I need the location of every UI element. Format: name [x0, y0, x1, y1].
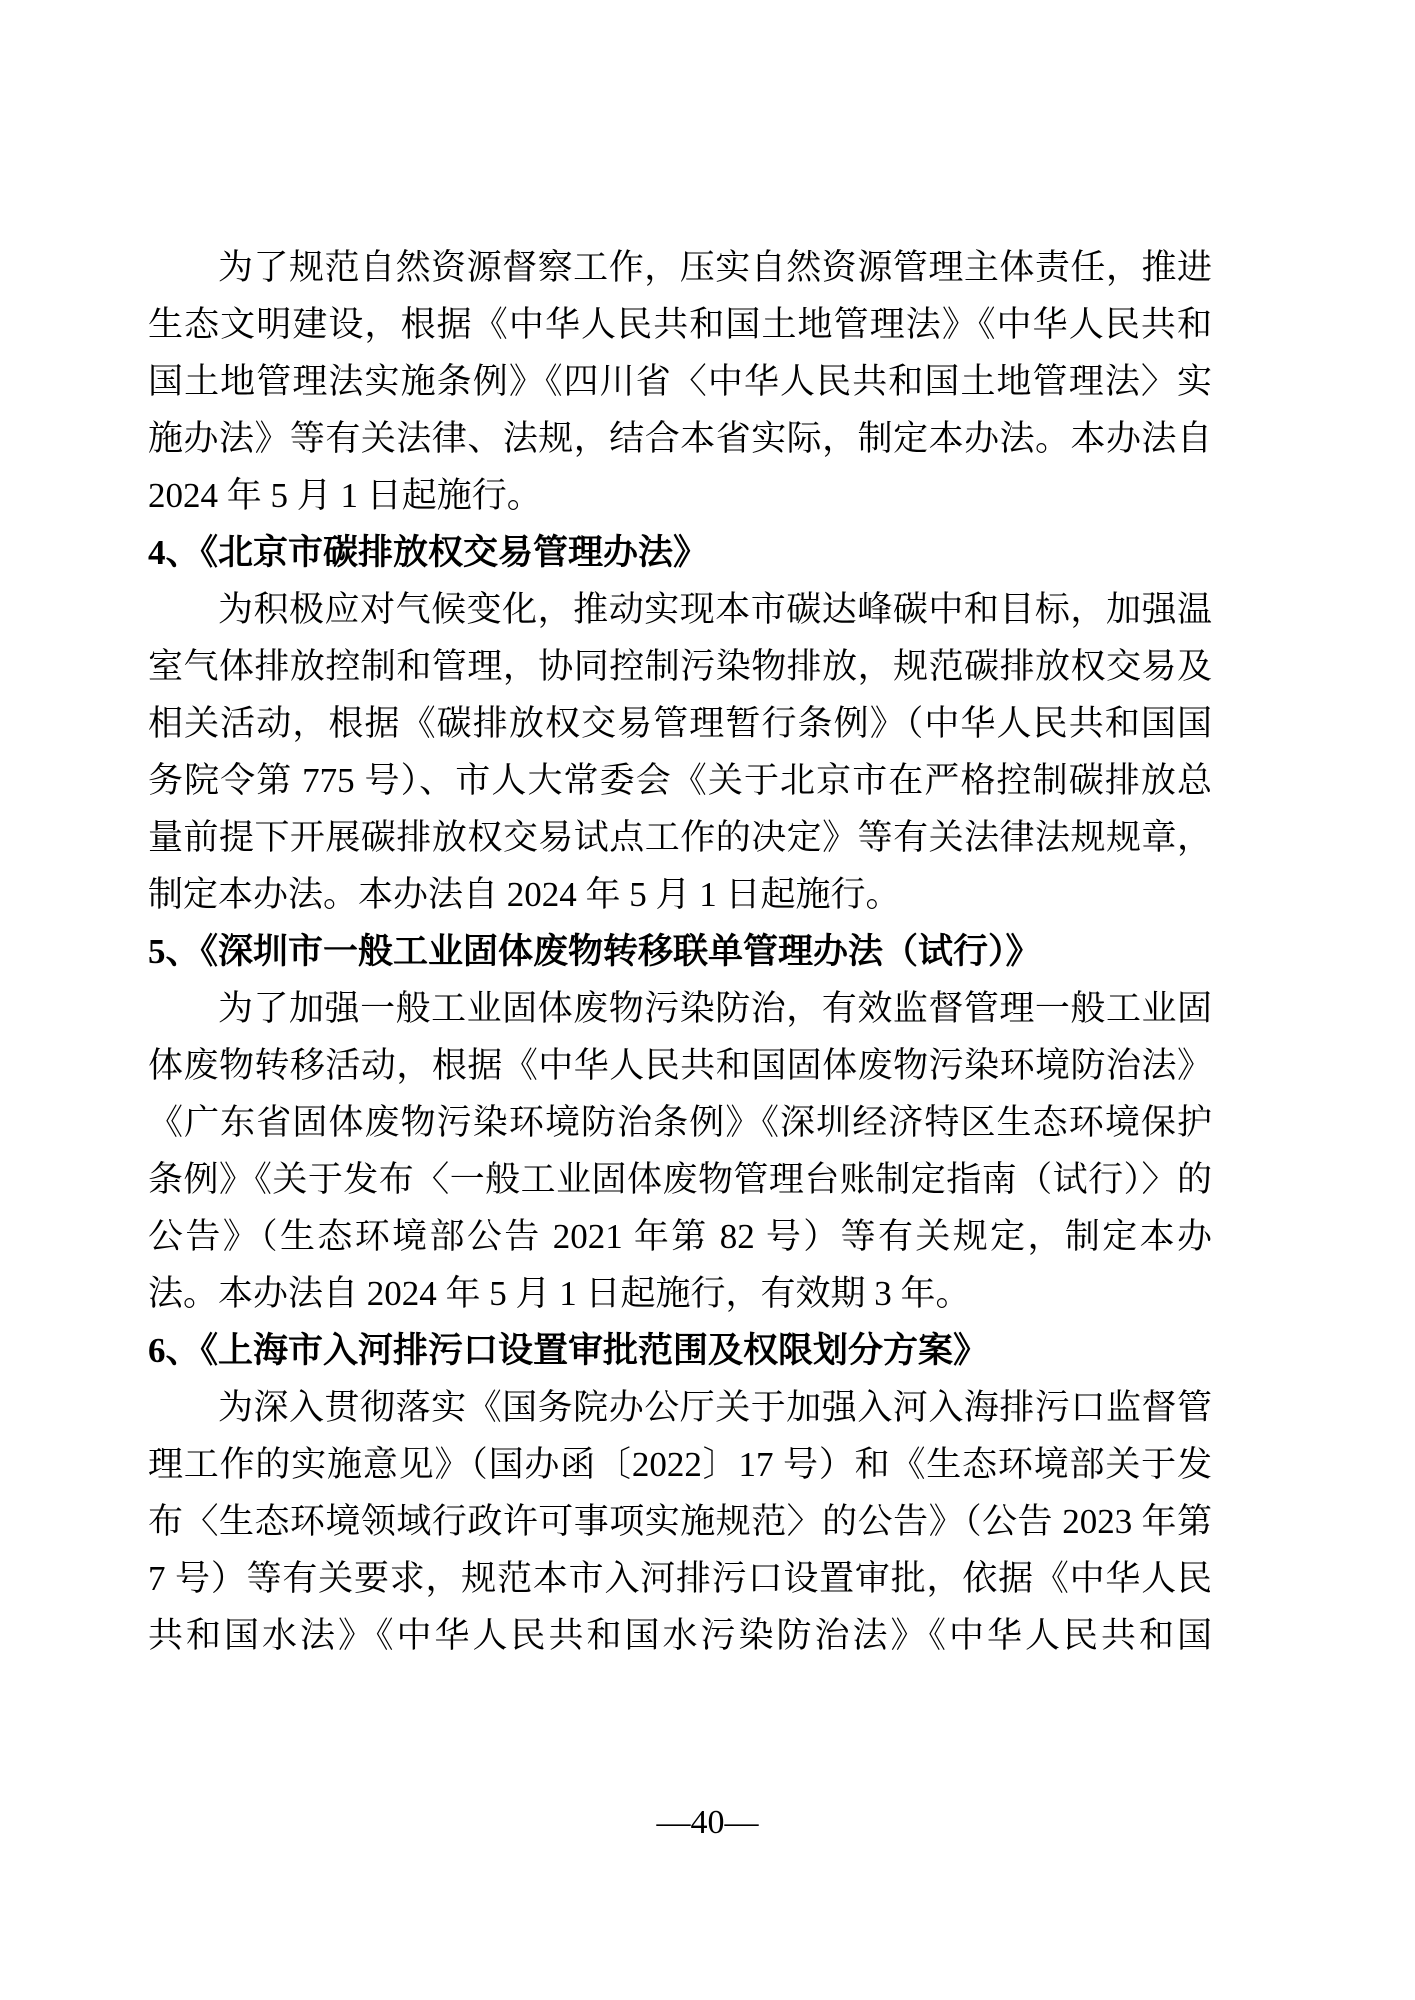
heading-item-5-shenzhen-solid-waste: 5、《深圳市一般工业固体废物转移联单管理办法（试行）》	[148, 932, 1041, 971]
page-number: —40—	[656, 1804, 759, 1841]
paragraph-regulation-3-continuation: 为了规范自然资源督察工作，压实自然资源管理主体责任，推进生态文明建设，根据《中华人民共和国土地管理法》《中华人民共和国土地管理法实施条例》《四川省〈中华人民共和国土地管理法〉实施办法》等有关法律、法规，结合本省实际，制定本办法。本办法自 2024 年 5 月 1 日起施行。	[148, 248, 1212, 515]
paragraph-regulation-6-body: 为深入贯彻落实《国务院办公厅关于加强入河入海排污口监督管理工作的实施意见》（国办函〔2022〕17 号）和《生态环境部关于发布〈生态环境领域行政许可事项实施规范〉的公告》（公告 2023 年第 7 号）等有关要求，规范本市入河排污口设置审批，依据《中华人民共和国水法》《中华人民共和国水污染防治法》《中华人民共和国	[148, 1388, 1212, 1655]
document-body	[148, 239, 1212, 1664]
paragraph-regulation-5-body: 为了加强一般工业固体废物污染防治，有效监督管理一般工业固体废物转移活动，根据《中华人民共和国固体废物污染环境防治法》《广东省固体废物污染环境防治条例》《深圳经济特区生态环境保护条例》《关于发布〈一般工业固体废物管理台账制定指南（试行）〉的公告》（生态环境部公告 2021 年第 82 号）等有关规定，制定本办法。本办法自 2024 年 5 月 1 日起施行，有效期 3 年。	[148, 989, 1212, 1313]
heading-item-6-shanghai-outfall-approval: 6、《上海市入河排污口设置审批范围及权限划分方案》	[148, 1331, 989, 1370]
heading-item-4-beijing-carbon-trading: 4、《北京市碳排放权交易管理办法》	[148, 533, 709, 572]
paragraph-regulation-4-body: 为积极应对气候变化，推动实现本市碳达峰碳中和目标，加强温室气体排放控制和管理，协同控制污染物排放，规范碳排放权交易及相关活动，根据《碳排放权交易管理暂行条例》（中华人民共和国国务院令第 775 号）、市人大常委会《关于北京市在严格控制碳排放总量前提下开展碳排放权交易试点工作的决定》等有关法律法规规章，制定本办法。本办法自 2024 年 5 月 1 日起施行。	[148, 590, 1212, 914]
